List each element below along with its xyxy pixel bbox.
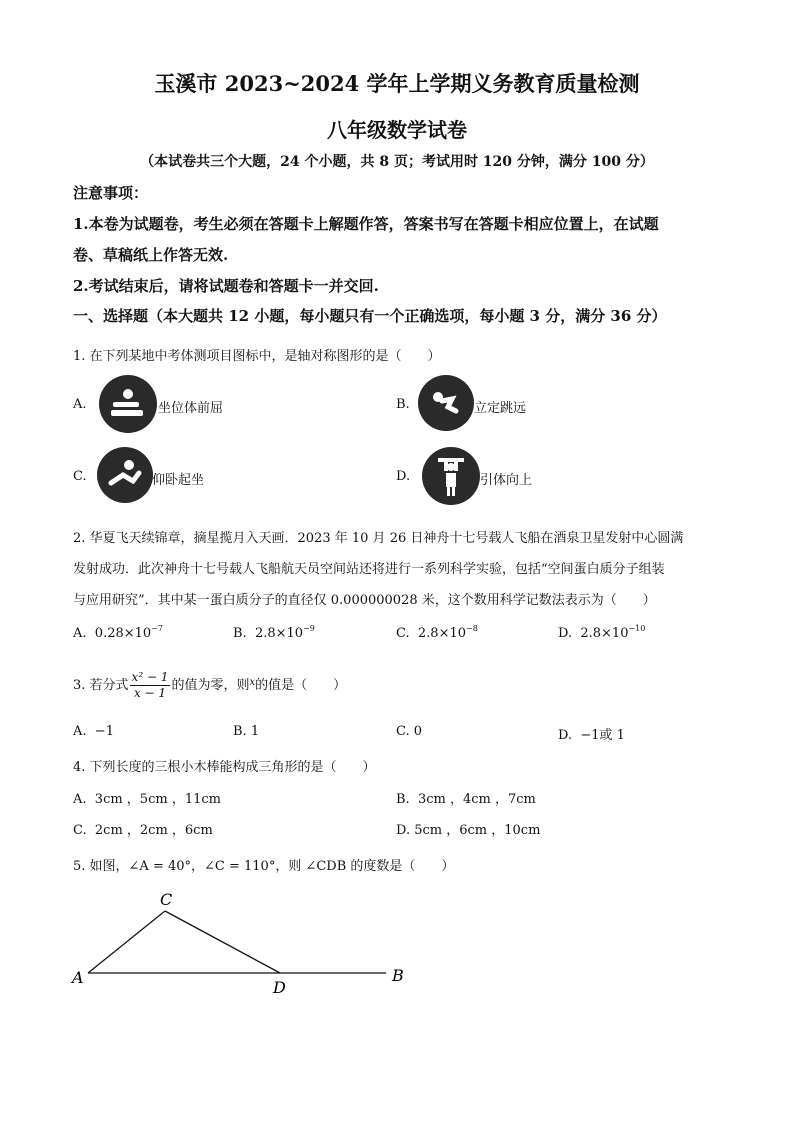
sit-up-icon <box>97 447 153 503</box>
triangle-figure <box>60 885 420 1005</box>
label-b: B <box>392 966 404 985</box>
q2-option-d-exp: −10 <box>628 624 646 633</box>
label-d: D <box>273 978 286 997</box>
q4-option-b-letter: B. <box>396 792 410 807</box>
q4-option-a <box>73 788 221 807</box>
q2-option-d-letter: D. <box>558 626 573 641</box>
q2-option-d <box>558 626 645 641</box>
q3-option-a <box>73 724 114 739</box>
q2-option-b <box>233 626 315 641</box>
q3-numerator: x² − 1 <box>131 670 169 684</box>
q4-option-c <box>73 819 213 838</box>
segment-cd <box>165 911 280 973</box>
q4-option-c-text: 2cm ，2cm ，6cm <box>94 823 213 838</box>
q2-option-a-exp: −7 <box>151 624 163 633</box>
q2-option-b-letter: B. <box>233 626 247 641</box>
q4-stem: 4. 下列长度的三根小木棒能构成三角形的是（ ） <box>73 760 376 775</box>
q2-line-1: 2. 华夏飞天续锦章，摘星揽月入天画．2023 年 10 月 26 日神舟十七号载人飞船在酒泉卫星发射中心圆满 <box>73 531 684 546</box>
q3-denominator: x − 1 <box>133 686 167 700</box>
segment-ac <box>88 911 165 973</box>
q4-option-a-letter: A. <box>73 792 87 807</box>
q4-option-c-letter: C. <box>73 823 87 838</box>
q2-option-a-letter: A. <box>73 626 87 641</box>
pull-up-icon <box>422 447 480 505</box>
q3-option-b-text: 1 <box>250 724 260 739</box>
q3-option-d-text: −1或 1 <box>580 728 625 743</box>
sit-reach-icon <box>99 375 157 433</box>
q2-option-c-base: 2.8×10 <box>417 626 466 641</box>
q3-stem <box>73 668 346 701</box>
q4-option-d <box>396 819 540 838</box>
q1-option-d-letter: D. <box>396 469 411 484</box>
q2-line-3: 与应用研究”．其中某一蛋白质分子的直径仅 0.000000028 米，这个数用科学记数法表示为（ ） <box>73 593 656 608</box>
q3-option-b-letter: B. <box>233 724 247 739</box>
notice-heading: 注意事项： <box>73 184 149 202</box>
q3-option-d <box>558 724 625 743</box>
q3-fraction <box>130 670 171 701</box>
label-a: A <box>72 968 84 987</box>
q1-option-a-label: 坐位体前屈 <box>158 401 224 416</box>
q1-stem: 1. 在下列某地中考体测项目图标中，是轴对称图形的是（ ） <box>73 349 441 364</box>
q2-line-2: 发射成功．此次神舟十七号载人飞船航天员空间站还将进行一系列科学实验，包括“空间蛋白质分子组装 <box>73 562 665 577</box>
q2-option-a-base: 0.28×10 <box>94 626 152 641</box>
section-1-heading: 一、选择题（本大题共 12 小题，每小题只有一个正确选项，每小题 3 分，满分 36 分） <box>73 307 667 325</box>
q3-var: x <box>249 677 256 688</box>
q3-option-d-letter: D. <box>558 728 573 743</box>
label-c: C <box>160 890 173 909</box>
q1-option-c-label: 仰卧起坐 <box>152 473 205 488</box>
exam-title: 玉溪市 2023~2024 学年上学期义务教育质量检测 <box>154 71 640 96</box>
q2-option-c <box>396 626 478 641</box>
q3-suffix: 的值是（ ） <box>255 678 347 693</box>
q1-option-b-label: 立定跳远 <box>474 401 527 416</box>
q1-option-b-letter: B. <box>396 397 410 412</box>
q3-option-b <box>233 724 259 739</box>
q4-option-d-text: 5cm ，6cm ，10cm <box>414 823 541 838</box>
notice-item-1-line-1: 1.本卷为试题卷，考生必须在答题卡上解题作答，答案书写在答题卡相应位置上，在试题 <box>73 215 659 233</box>
q4-option-a-text: 3cm ，5cm ，11cm <box>94 792 221 807</box>
q2-option-c-letter: C. <box>396 626 410 641</box>
long-jump-icon <box>418 375 474 431</box>
q3-middle: 的值为零，则 <box>171 678 250 693</box>
q4-option-d-letter: D. <box>396 823 411 838</box>
q3-option-c-letter: C. <box>396 724 410 739</box>
q1-option-c-letter: C. <box>73 469 87 484</box>
exam-info: （本试卷共三个大题，24 个小题，共 8 页；考试用时 120 分钟，满分 100 分） <box>140 154 654 170</box>
q3-option-a-letter: A. <box>73 724 87 739</box>
exam-subtitle: 八年级数学试卷 <box>327 118 467 142</box>
q3-option-c-text: 0 <box>413 724 423 739</box>
q4-option-b <box>396 788 536 807</box>
q3-option-a-text: −1 <box>94 724 114 739</box>
notice-item-1-line-2: 卷、草稿纸上作答无效. <box>73 246 229 264</box>
q1-option-a-letter: A. <box>73 397 87 412</box>
q2-option-b-exp: −9 <box>303 624 315 633</box>
q4-option-b-text: 3cm ，4cm ，7cm <box>417 792 536 807</box>
q5-stem: 5. 如图，∠A = 40°，∠C = 110°，则 ∠CDB 的度数是（ ） <box>73 859 455 874</box>
q2-option-a <box>73 626 163 641</box>
q1-option-d-label: 引体向上 <box>480 473 533 488</box>
q3-prefix: 3. 若分式 <box>73 678 129 693</box>
q3-option-c <box>396 724 422 739</box>
q2-option-d-base: 2.8×10 <box>580 626 629 641</box>
q2-option-c-exp: −8 <box>466 624 478 633</box>
q2-option-b-base: 2.8×10 <box>254 626 304 641</box>
notice-item-2: 2.考试结束后，请将试题卷和答题卡一并交回. <box>73 277 379 295</box>
